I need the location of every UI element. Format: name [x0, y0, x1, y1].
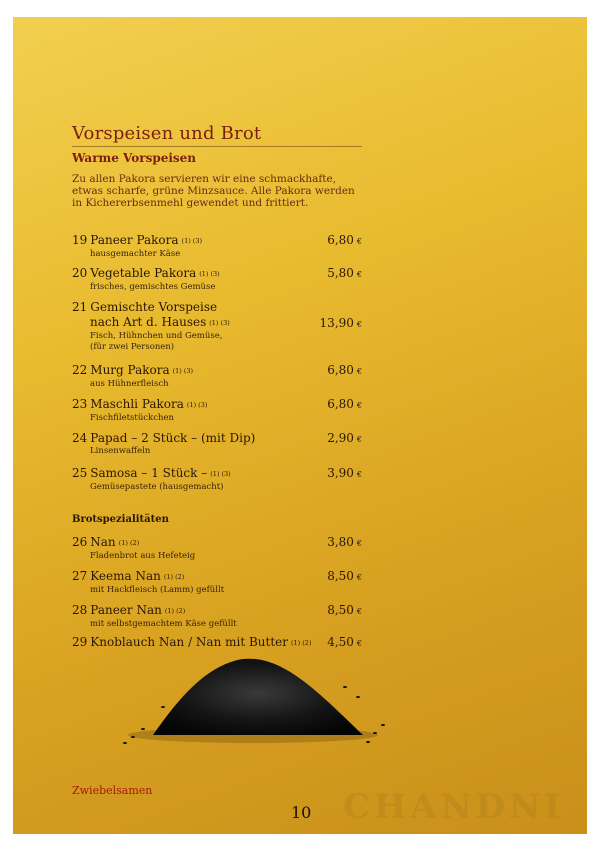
item-number: 23	[72, 397, 88, 411]
item-description: Linsenwaffeln	[90, 446, 151, 456]
item-number: 21	[72, 300, 88, 314]
menu-item	[72, 535, 362, 562]
item-description: mit Hackfleisch (Lamm) gefüllt	[90, 585, 225, 595]
item-name: Papad – 2 Stück – (mit Dip)	[90, 431, 256, 445]
item-number: 26	[72, 535, 88, 549]
item-price: 4,50 €	[327, 635, 362, 649]
page-number: 10	[291, 803, 312, 822]
item-description: Fischfiletstückchen	[90, 413, 174, 423]
item-name: Gemischte Vorspeise	[90, 300, 218, 314]
item-number: 25	[72, 466, 88, 480]
menu-item	[72, 300, 362, 353]
item-name: Nan	[90, 535, 116, 549]
menu-item	[72, 603, 362, 630]
item-price: 2,90 €	[327, 431, 362, 445]
image-caption: Zwiebelsamen	[72, 784, 153, 797]
item-allergens: (1) (3)	[210, 470, 231, 478]
item-number: 27	[72, 569, 88, 583]
item-name-line2: nach Art d. Hauses	[90, 315, 207, 329]
page-title: Vorspeisen und Brot	[72, 123, 262, 144]
onion-seeds-image	[113, 647, 393, 747]
item-description: mit selbstgemachtem Käse gefüllt	[90, 619, 237, 629]
item-description: Fisch, Hühnchen und Gemüse,	[90, 331, 223, 341]
item-name: Knoblauch Nan / Nan mit Butter	[90, 635, 288, 649]
item-number: 22	[72, 363, 88, 377]
item-description: Fladenbrot aus Hefeteig	[90, 551, 196, 561]
item-name: Maschli Pakora	[90, 397, 184, 411]
item-allergens: (1) (3)	[209, 319, 230, 327]
menu-page	[13, 17, 587, 834]
item-number: 24	[72, 431, 88, 445]
section-heading-starters: Warme Vorspeisen	[72, 151, 197, 165]
item-allergens: (1) (3)	[186, 401, 208, 409]
item-name: Paneer Nan	[90, 603, 162, 617]
menu-item	[72, 363, 362, 390]
menu-item	[72, 233, 362, 260]
item-number: 20	[72, 266, 88, 280]
item-description: frisches, gemischtes Gemüse	[90, 282, 216, 292]
item-price: 6,80 €	[327, 233, 362, 247]
item-price: 6,80 €	[327, 397, 362, 411]
item-allergens: (1) (3)	[181, 237, 203, 245]
item-allergens: (1) (2)	[291, 639, 312, 647]
item-number: 19	[72, 233, 88, 247]
menu-item	[72, 466, 362, 493]
intro-text: Zu allen Pakora servieren wir eine schmackhafte, etwas scharfe, grüne Minzsauce. Alle Pakora werden in Kichererbsenmehl gewendet und frittiert.	[72, 173, 355, 209]
item-allergens: (1) (2)	[118, 539, 140, 547]
item-description-line2: (für zwei Personen)	[90, 342, 175, 352]
menu-item	[72, 431, 362, 457]
item-allergens: (1) (2)	[164, 607, 186, 615]
item-price: 8,50 €	[327, 603, 362, 617]
item-name: Samosa – 1 Stück –	[90, 466, 208, 480]
item-price: 3,90 €	[327, 466, 362, 480]
item-price: 8,50 €	[327, 569, 362, 583]
item-name: Vegetable Pakora	[90, 266, 197, 280]
item-price: 13,90 €	[319, 316, 362, 330]
item-number: 29	[72, 635, 88, 649]
brand-logo: CHANDNI	[343, 787, 565, 827]
item-name: Paneer Pakora	[90, 233, 179, 247]
item-description: aus Hühnerfleisch	[90, 379, 169, 389]
item-price: 5,80 €	[327, 266, 362, 280]
item-allergens: (1) (3)	[199, 270, 220, 278]
item-price: 6,80 €	[327, 363, 362, 377]
menu-item	[72, 397, 362, 424]
menu-item	[72, 569, 362, 596]
item-name: Keema Nan	[90, 569, 161, 583]
item-allergens: (1) (2)	[163, 573, 185, 581]
title-divider	[72, 146, 362, 147]
section-heading-breads: Brotspezialitäten	[72, 514, 169, 525]
item-name: Murg Pakora	[90, 363, 170, 377]
menu-item	[72, 266, 362, 293]
item-description: hausgemachter Käse	[90, 249, 181, 259]
item-description: Gemüsepastete (hausgemacht)	[90, 482, 224, 492]
item-number: 28	[72, 603, 88, 617]
item-price: 3,80 €	[327, 535, 362, 549]
item-allergens: (1) (3)	[172, 367, 194, 375]
